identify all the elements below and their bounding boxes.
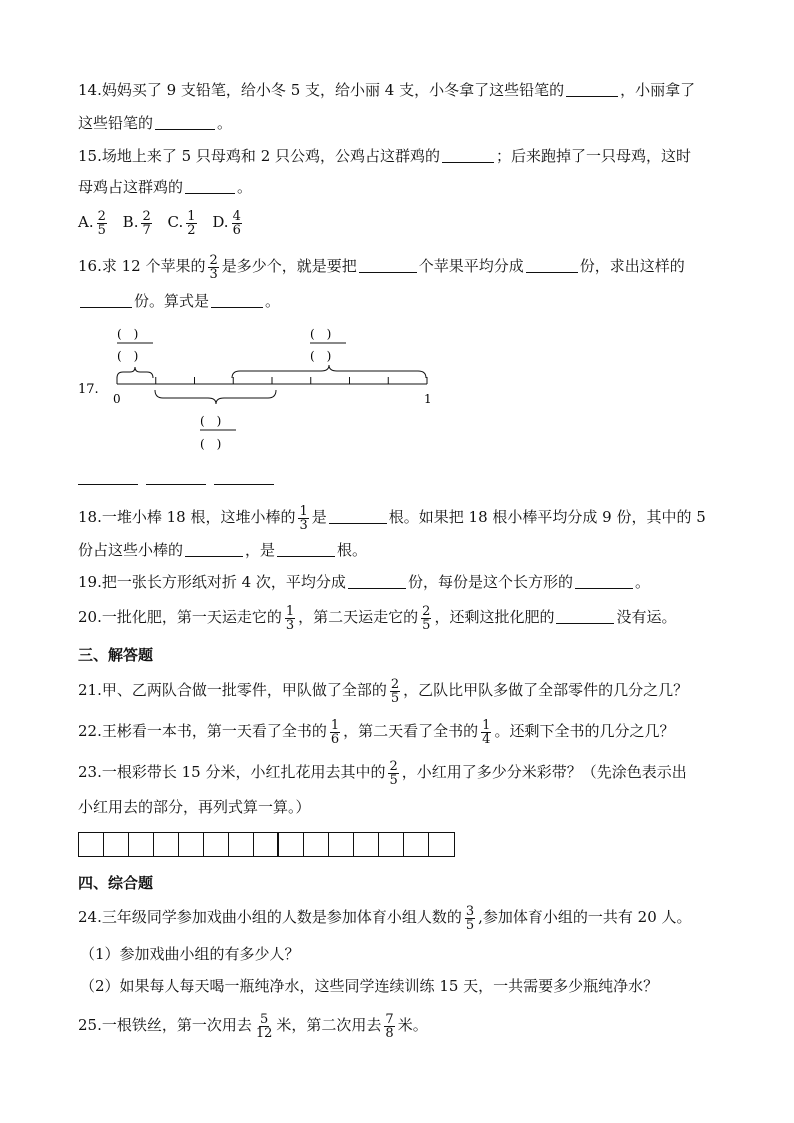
q14-line2 xyxy=(78,113,232,133)
q24-line1: 24.三年级同学参加戏曲小组的人数是参加体育小组人数的 $\frac{3}{5}$ ,参加体育小组的一共有 20 人。 xyxy=(78,903,692,933)
q17-answer-blanks xyxy=(78,474,274,485)
q17-ticks xyxy=(117,377,427,384)
grid-cell[interactable] xyxy=(229,833,254,856)
section-3-heading: 三、解答题 xyxy=(78,646,154,664)
q22-line: 22.王彬看一本书，第一天看了全书的 $\frac{1}{6}$ ，第二天看了全书的 $\frac{1}{4}$ 。还剩下全书的几分之几？ xyxy=(78,717,675,747)
grid-cell[interactable] xyxy=(279,833,304,856)
grid-cell[interactable] xyxy=(404,833,429,856)
q18-line1: 18.一堆小棒 18 根，这堆小棒的 $\frac{1}{3}$ 是 根。如果把 18 根小棒平均分成 9 份，其中的 5 xyxy=(78,503,706,533)
q17-label-one: 1 xyxy=(424,392,432,406)
q15-text2-end: 。 xyxy=(237,178,253,196)
q17-brace-top-left xyxy=(117,367,153,378)
q17-number: 17. xyxy=(78,382,99,397)
q24-sub1: （1）参加戏曲小组的有多少人？ xyxy=(80,945,300,963)
q23-fraction: $\frac{2}{5}$ xyxy=(389,758,398,788)
q14-text2: 这些铅笔的 xyxy=(78,114,154,132)
q14-line1 xyxy=(78,80,695,100)
q15-blank-1[interactable] xyxy=(442,148,494,163)
q14-blank-2[interactable] xyxy=(155,115,215,130)
q18-blank-3[interactable] xyxy=(277,542,335,557)
grid-cell[interactable] xyxy=(179,833,204,856)
q15-option-c[interactable]: C. $\frac{1}{2}$ xyxy=(167,208,196,238)
q23-line2: 小红用去的部分，再列式算一算。） xyxy=(78,798,311,816)
q16-blank-4[interactable] xyxy=(211,293,263,308)
q16-line2: 份。算式是 。 xyxy=(78,291,280,311)
q17-paren-b-den[interactable]: ( ) xyxy=(310,349,332,363)
q18-blank-1[interactable] xyxy=(329,509,387,524)
grid-cell[interactable] xyxy=(379,833,404,856)
q15-line1 xyxy=(78,146,691,166)
q17-paren-c-den[interactable]: ( ) xyxy=(200,437,222,451)
grid-cell[interactable] xyxy=(329,833,354,856)
q16-blank-1[interactable] xyxy=(359,258,417,273)
q22-fraction-2: $\frac{1}{4}$ xyxy=(482,717,491,747)
q25-fraction-2: $\frac{7}{8}$ xyxy=(385,1011,394,1041)
q15-line2 xyxy=(78,177,252,197)
q14-blank-1[interactable] xyxy=(566,82,618,97)
q17-paren-a-num[interactable]: ( ) xyxy=(117,327,139,341)
grid-cell[interactable] xyxy=(79,833,104,856)
q15-option-a[interactable]: A. $\frac{2}{5}$ xyxy=(78,208,106,238)
q20-line: 20.一批化肥，第一天运走它的 $\frac{1}{3}$ ，第二天运走它的 $\frac{2}{5}$ ，还剩这批化肥的 没有运。 xyxy=(78,603,677,633)
grid-cell[interactable] xyxy=(354,833,379,856)
grid-cell[interactable] xyxy=(129,833,154,856)
q18-fraction: $\frac{1}{3}$ xyxy=(299,503,308,533)
q23-line1: 23.一根彩带长 15 分米，小红扎花用去其中的 $\frac{2}{5}$ ，小红用了多少分米彩带？（先涂色表示出 xyxy=(78,758,687,788)
q17-brace-bottom xyxy=(155,390,276,404)
q15-blank-2[interactable] xyxy=(185,179,235,194)
q17-paren-a-den[interactable]: ( ) xyxy=(117,349,139,363)
q21-line: 21.甲、乙两队合做一批零件，甲队做了全部的 $\frac{2}{5}$ ，乙队比甲队多做了全部零件的几分之几？ xyxy=(78,676,689,706)
q20-fraction-2: $\frac{2}{5}$ xyxy=(422,603,431,633)
q15-text2: 母鸡占这群鸡的 xyxy=(78,178,184,196)
q15-option-b[interactable]: B. $\frac{2}{7}$ xyxy=(122,208,151,238)
q23-ribbon-grid xyxy=(78,832,455,857)
q15-text: 15.场地上来了 5 只母鸡和 2 只公鸡，公鸡占这群鸡的 xyxy=(78,147,441,165)
grid-cell[interactable] xyxy=(104,833,129,856)
q17-answer-blank-3[interactable] xyxy=(214,474,274,485)
q15-options xyxy=(78,208,253,237)
q19-blank-2[interactable] xyxy=(575,574,633,589)
q16-line1: 16.求 12 个苹果的 $\frac{2}{3}$ 是多少个，就是要把 个苹果平均分成 份，求出这样的 xyxy=(78,252,685,282)
q16-fraction: $\frac{2}{3}$ xyxy=(209,252,218,282)
q17-answer-blank-1[interactable] xyxy=(78,474,138,485)
grid-cell[interactable] xyxy=(254,833,279,856)
q14-text-end: ，小丽拿了 xyxy=(620,81,696,99)
grid-cell[interactable] xyxy=(429,833,454,856)
q20-blank[interactable] xyxy=(556,609,614,624)
q19-blank-1[interactable] xyxy=(348,574,406,589)
q17-paren-c-num[interactable]: ( ) xyxy=(200,414,222,428)
q19-line: 19.把一张长方形纸对折 4 次，平均分成 份，每份是这个长方形的 。 xyxy=(78,573,650,591)
grid-cell[interactable] xyxy=(204,833,229,856)
q25-line: 25.一根铁丝，第一次用去 $\frac{5}{12}$ 米，第二次用去 $\frac{7}{8}$ 米。 xyxy=(78,1011,428,1041)
q18-line2: 份占这些小棒的 ，是 根。 xyxy=(78,541,368,559)
q17-paren-b-num[interactable]: ( ) xyxy=(310,327,332,341)
q15-option-d[interactable]: D. $\frac{4}{6}$ xyxy=(212,208,241,238)
q21-fraction: $\frac{2}{5}$ xyxy=(390,676,400,706)
q20-fraction-1: $\frac{1}{3}$ xyxy=(285,603,295,633)
q17-number-line-diagram xyxy=(70,322,450,462)
section-4-heading: 四、综合题 xyxy=(78,874,154,892)
grid-cell[interactable] xyxy=(154,833,179,856)
q17-brace-top-right xyxy=(232,365,426,378)
q14-text: 14.妈妈买了 9 支铅笔，给小冬 5 支，给小丽 4 支，小冬拿了这些铅笔的 xyxy=(78,81,565,99)
q17-label-zero: 0 xyxy=(113,392,121,406)
q24-fraction: $\frac{3}{5}$ xyxy=(465,903,475,933)
q15-text-end: ；后来跑掉了一只母鸡，这时 xyxy=(496,147,692,165)
q24-sub2: （2）如果每人每天喝一瓶纯净水，这些同学连续训练 15 天，一共需要多少瓶纯净水？ xyxy=(80,977,659,995)
q17-answer-blank-2[interactable] xyxy=(146,474,206,485)
q25-fraction-1: $\frac{5}{12}$ xyxy=(255,1011,273,1041)
q18-blank-2[interactable] xyxy=(185,542,243,557)
q16-blank-3[interactable] xyxy=(80,293,132,308)
grid-cell[interactable] xyxy=(304,833,329,856)
q14-text2-end: 。 xyxy=(217,114,233,132)
q16-blank-2[interactable] xyxy=(526,258,578,273)
q22-fraction-1: $\frac{1}{6}$ xyxy=(330,717,340,747)
